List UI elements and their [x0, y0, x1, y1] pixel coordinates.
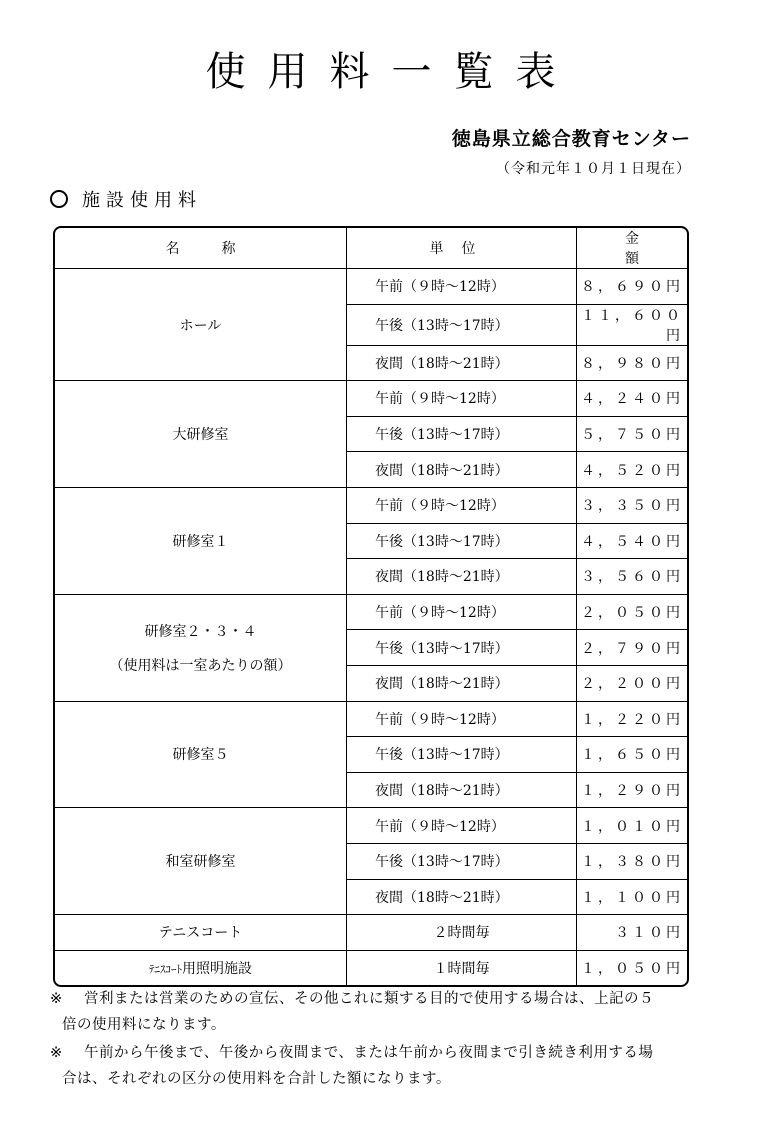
time-slot: 夜間（18時～21時）: [347, 879, 577, 915]
note-line: 合は、それぞれの区分の使用料を合計した額になります。: [62, 1071, 451, 1087]
time-slot: １時間毎: [347, 950, 577, 985]
fee-value: １，１００円: [577, 879, 688, 915]
note-line: 倍の使用料になります。: [62, 1017, 226, 1033]
fee-value: １１，６００円: [577, 304, 688, 345]
note-line: 営利または営業のための宣伝、その他これに類する目的で使用する場合は、上記の５: [84, 991, 654, 1007]
table-row: [55, 594, 687, 630]
table-row: [55, 950, 687, 985]
facility-name-cell: [55, 594, 347, 701]
fee-value: ５，７５０円: [577, 416, 688, 452]
fee-value: １，２９０円: [577, 772, 688, 808]
fee-value: ３，３５０円: [577, 487, 688, 523]
table-row: [55, 381, 687, 417]
note-line: 午前から午後まで、午後から夜間まで、または午前から夜間まで引き続き利用する場: [84, 1045, 654, 1061]
fee-value: １，０１０円: [577, 808, 688, 844]
note-text: [62, 1040, 700, 1092]
note-mark: ※: [50, 1045, 63, 1061]
facility-name: 研修室５: [55, 701, 347, 808]
facility-name: ホール: [55, 269, 347, 381]
fee-value: ４，５４０円: [577, 523, 688, 559]
fee-value: １，６５０円: [577, 737, 688, 773]
time-slot: 午前（９時～12時）: [347, 701, 577, 737]
fee-value: ３，５６０円: [577, 559, 688, 595]
time-slot: 午後（13時～17時）: [347, 523, 577, 559]
table-row: [55, 915, 687, 951]
fee-value: ２，７９０円: [577, 630, 688, 666]
fee-value: ４，２４０円: [577, 381, 688, 417]
time-slot: 夜間（18時～21時）: [347, 665, 577, 701]
facility-name-prefix: ﾃﾆｽｺｰﾄ: [149, 962, 182, 976]
facility-name: 和室研修室: [55, 808, 347, 915]
fee-value: １，２２０円: [577, 701, 688, 737]
table-header-row: [55, 228, 687, 269]
time-slot: 午後（13時～17時）: [347, 304, 577, 345]
time-slot: 午前（９時～12時）: [347, 594, 577, 630]
time-slot: 午後（13時～17時）: [347, 843, 577, 879]
fee-value: １，３８０円: [577, 843, 688, 879]
table-row: [55, 701, 687, 737]
time-slot: ２時間毎: [347, 915, 577, 951]
table-row: [55, 269, 687, 305]
time-slot: 午後（13時～17時）: [347, 416, 577, 452]
fee-value: ８，６９０円: [577, 269, 688, 305]
note-text: [62, 986, 700, 1038]
note-item: [50, 986, 700, 1038]
time-slot: 夜間（18時～21時）: [347, 345, 577, 381]
fee-value: １，０５０円: [577, 950, 688, 985]
organization-name: 徳島県立総合教育センター: [451, 128, 691, 150]
header-fee: 金額: [577, 228, 688, 269]
table-row: [55, 808, 687, 844]
time-slot: 午前（９時～12時）: [347, 381, 577, 417]
section-heading: [50, 186, 202, 212]
facility-name-suffix: 用照明施設: [182, 960, 252, 977]
time-slot: 午後（13時～17時）: [347, 630, 577, 666]
facility-name: 研修室１: [55, 487, 347, 594]
facility-note: （使用料は一室あたりの額）: [109, 657, 292, 674]
header-name: 名称: [55, 228, 347, 269]
fee-value: ２，２００円: [577, 665, 688, 701]
time-slot: 午後（13時～17時）: [347, 737, 577, 773]
time-slot: 午前（９時～12時）: [347, 269, 577, 305]
fee-value: ８，９８０円: [577, 345, 688, 381]
facility-name: テニスコート: [55, 915, 347, 951]
note-item: [50, 1040, 700, 1092]
time-slot: 午前（９時～12時）: [347, 808, 577, 844]
time-slot: 夜間（18時～21時）: [347, 452, 577, 488]
table-row: [55, 487, 687, 523]
time-slot: 午前（９時～12時）: [347, 487, 577, 523]
fee-value: ２，０５０円: [577, 594, 688, 630]
time-slot: 夜間（18時～21時）: [347, 772, 577, 808]
facility-name: 大研修室: [55, 381, 347, 488]
time-slot: 夜間（18時～21時）: [347, 559, 577, 595]
fee-table: [53, 226, 689, 987]
fee-value: ３１０円: [577, 915, 688, 951]
notes: [50, 986, 700, 1094]
facility-name: 研修室２・３・４: [144, 623, 257, 640]
note-mark: ※: [50, 991, 63, 1007]
as-of-date: （令和元年１０月１日現在）: [496, 161, 691, 177]
facility-name-cell: [55, 950, 347, 985]
page-title: 使用料一覧表: [205, 49, 578, 95]
header-unit: 単位: [347, 228, 577, 269]
circle-bullet-icon: [50, 190, 68, 208]
fee-value: ４，５２０円: [577, 452, 688, 488]
section-title: 施設使用料: [82, 190, 202, 211]
